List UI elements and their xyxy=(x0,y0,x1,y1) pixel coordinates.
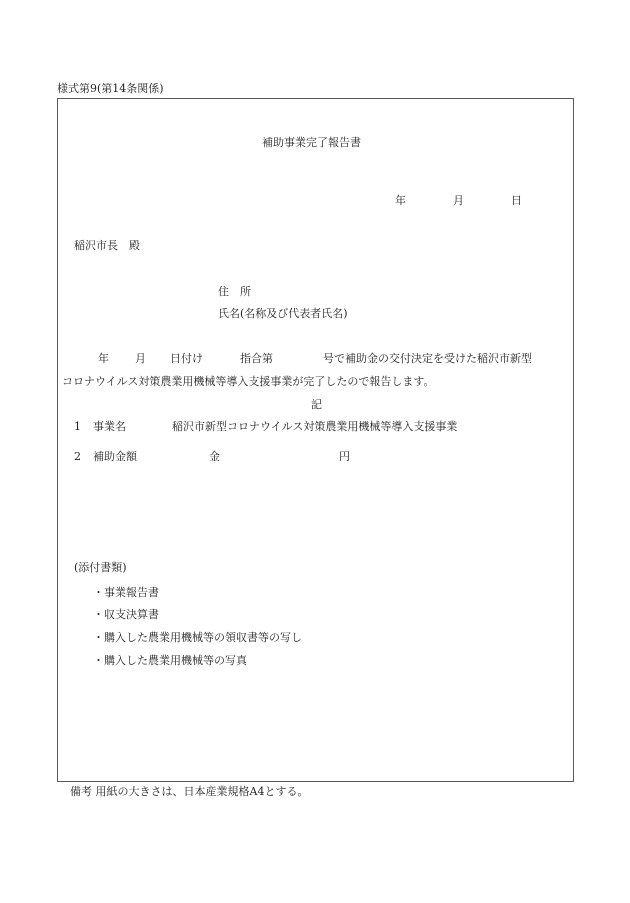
date-day: 日 xyxy=(511,194,522,207)
item-1-value: 稲沢市新型コロナウイルス対策農業用機械等導入支援事業 xyxy=(172,420,458,433)
body-directive: 指合第 xyxy=(240,352,273,365)
address-label: 住 所 xyxy=(218,285,251,298)
addressee: 稲沢市長 殿 xyxy=(74,239,140,252)
item-2-number: 2 xyxy=(74,450,81,463)
date-month: 月 xyxy=(453,194,464,207)
form-number: 様式第9(第14条関係) xyxy=(57,82,164,95)
body-year: 年 xyxy=(98,352,109,365)
item-2-label: 補助金額 xyxy=(93,450,137,463)
attachment-item: ・購入した農業用機械等の写真 xyxy=(93,654,247,667)
form-frame xyxy=(57,98,574,782)
body-line2: コロナウイルス対策農業用機械等導入支援事業が完了したので報告します。 xyxy=(62,375,435,388)
body-date-suffix: 日付け xyxy=(170,352,203,365)
item-2-value: 金 xyxy=(209,450,220,463)
attachments-heading: (添付書類) xyxy=(74,561,127,574)
attachment-item: ・収支決算書 xyxy=(93,608,159,621)
date-year: 年 xyxy=(395,194,406,207)
document-title: 補助事業完了報告書 xyxy=(262,136,361,149)
body-month: 月 xyxy=(135,352,146,365)
attachment-item: ・購入した農業用機械等の領収書等の写し xyxy=(93,631,302,644)
name-label: 氏名(名称及び代表者氏名) xyxy=(218,307,348,320)
item-1-label: 事業名 xyxy=(93,420,126,433)
item-1-number: 1 xyxy=(74,420,81,433)
attachment-item: ・事業報告書 xyxy=(93,586,159,599)
remarks: 備考 用紙の大きさは、日本産業規格A4とする。 xyxy=(70,785,309,798)
item-2-unit: 円 xyxy=(339,450,350,463)
body-line1-rest: 号で補助金の交付決定を受けた稲沢市新型 xyxy=(323,352,532,365)
ki-label: 記 xyxy=(311,398,322,411)
